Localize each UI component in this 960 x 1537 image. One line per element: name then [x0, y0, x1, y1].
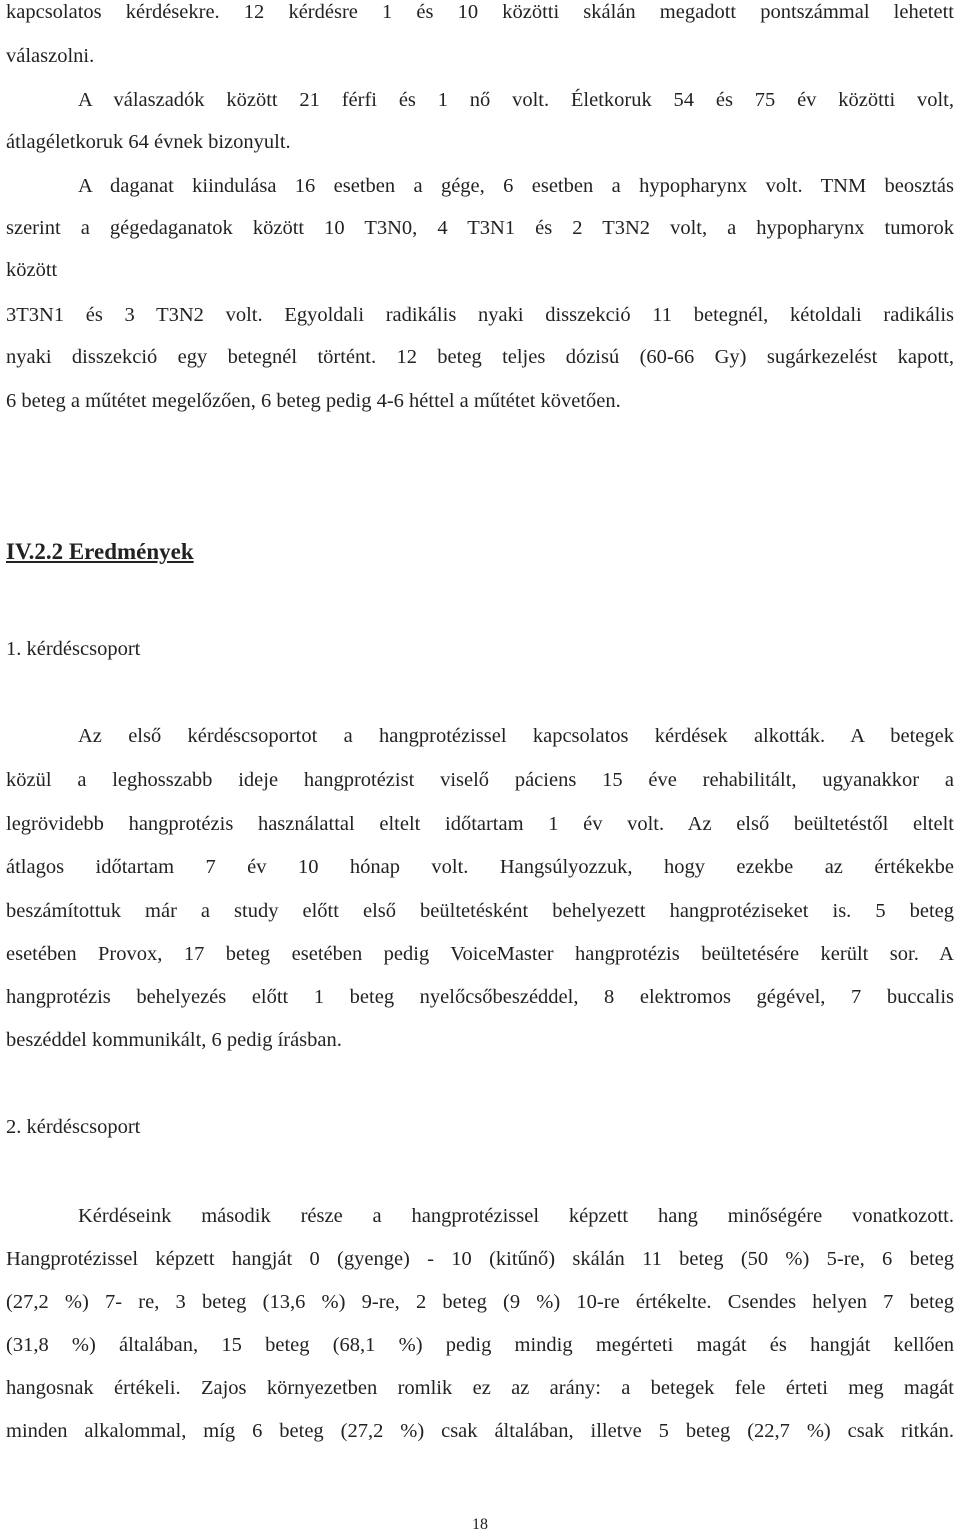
text-line: 6 beteg a műtétet megelőzően, 6 beteg pedig 4-6 héttel a műtétet követően. [6, 390, 621, 412]
text-line: Az első kérdéscsoportot a hangprotézissel kapcsolatos kérdések alkották. A betegek [78, 725, 954, 747]
text-line: átlagos időtartam 7 év 10 hónap volt. Hangsúlyozzuk, hogy ezekbe az értékekbe [6, 856, 954, 878]
text-line: válaszolni. [6, 45, 95, 67]
text-line: (27,2 %) 7- re, 3 beteg (13,6 %) 9-re, 2 beteg (9 %) 10-re értékelte. Csendes helyen 7 beteg [6, 1291, 954, 1313]
text-line: esetében Provox, 17 beteg esetében pedig VoiceMaster hangprotézis beültetésére került sor. A [6, 943, 954, 965]
text-line: hangprotézis behelyezés előtt 1 beteg nyelőcsőbeszéddel, 8 elektromos gégével, 7 buccalis [6, 986, 954, 1008]
text-line: legrövidebb hangprotézis használattal eltelt időtartam 1 év volt. Az első beültetéstől eltelt [6, 813, 954, 835]
text-line: között [6, 259, 58, 281]
page-number: 18 [472, 1516, 488, 1533]
text-line: beszéddel kommunikált, 6 pedig írásban. [6, 1029, 342, 1051]
text-line: minden alkalommal, míg 6 beteg (27,2 %) csak általában, illetve 5 beteg (22,7 %) csak ritkán. [6, 1420, 954, 1442]
text-line: Hangprotézissel képzett hangját 0 (gyenge) - 10 (kitűnő) skálán 11 beteg (50 %) 5-re, 6 beteg [6, 1248, 954, 1270]
text-line: közül a leghosszabb ideje hangprotézist viselő páciens 15 éve rehabilitált, ugyanakkor a [6, 769, 954, 791]
text-line: 3T3N1 és 3 T3N2 volt. Egyoldali radikális nyaki disszekció 11 betegnél, kétoldali radikális [6, 304, 954, 326]
text-line: beszámítottuk már a study előtt első beültetésként behelyezett hangprotéziseket is. 5 beteg [6, 900, 954, 922]
text-line: nyaki disszekció egy betegnél történt. 12 beteg teljes dózisú (60-66 Gy) sugárkezelést kapott, [6, 346, 954, 368]
text-line: (31,8 %) általában, 15 beteg (68,1 %) pedig mindig megérteti magát és hangját kellően [6, 1334, 954, 1356]
text-line: szerint a gégedaganatok között 10 T3N0, 4 T3N1 és 2 T3N2 volt, a hypopharynx tumorok [6, 217, 954, 239]
group-title: 1. kérdéscsoport [6, 638, 141, 660]
text-line: hangosnak értékeli. Zajos környezetben romlik ez az arány: a betegek fele érteti meg magát [6, 1377, 954, 1399]
text-line: átlagéletkoruk 64 évnek bizonyult. [6, 131, 291, 153]
text-line: kapcsolatos kérdésekre. 12 kérdésre 1 és 10 közötti skálán megadott pontszámmal lehetett [6, 1, 954, 23]
group-title: 2. kérdéscsoport [6, 1116, 141, 1138]
section-heading: IV.2.2 Eredmények [6, 539, 194, 564]
text-line: A daganat kiindulása 16 esetben a gége, 6 esetben a hypopharynx volt. TNM beosztás [78, 175, 954, 197]
text-line: Kérdéseink második része a hangprotézissel képzett hang minőségére vonatkozott. [78, 1205, 954, 1227]
text-line: A válaszadók között 21 férfi és 1 nő volt. Életkoruk 54 és 75 év közötti volt, [78, 89, 954, 111]
